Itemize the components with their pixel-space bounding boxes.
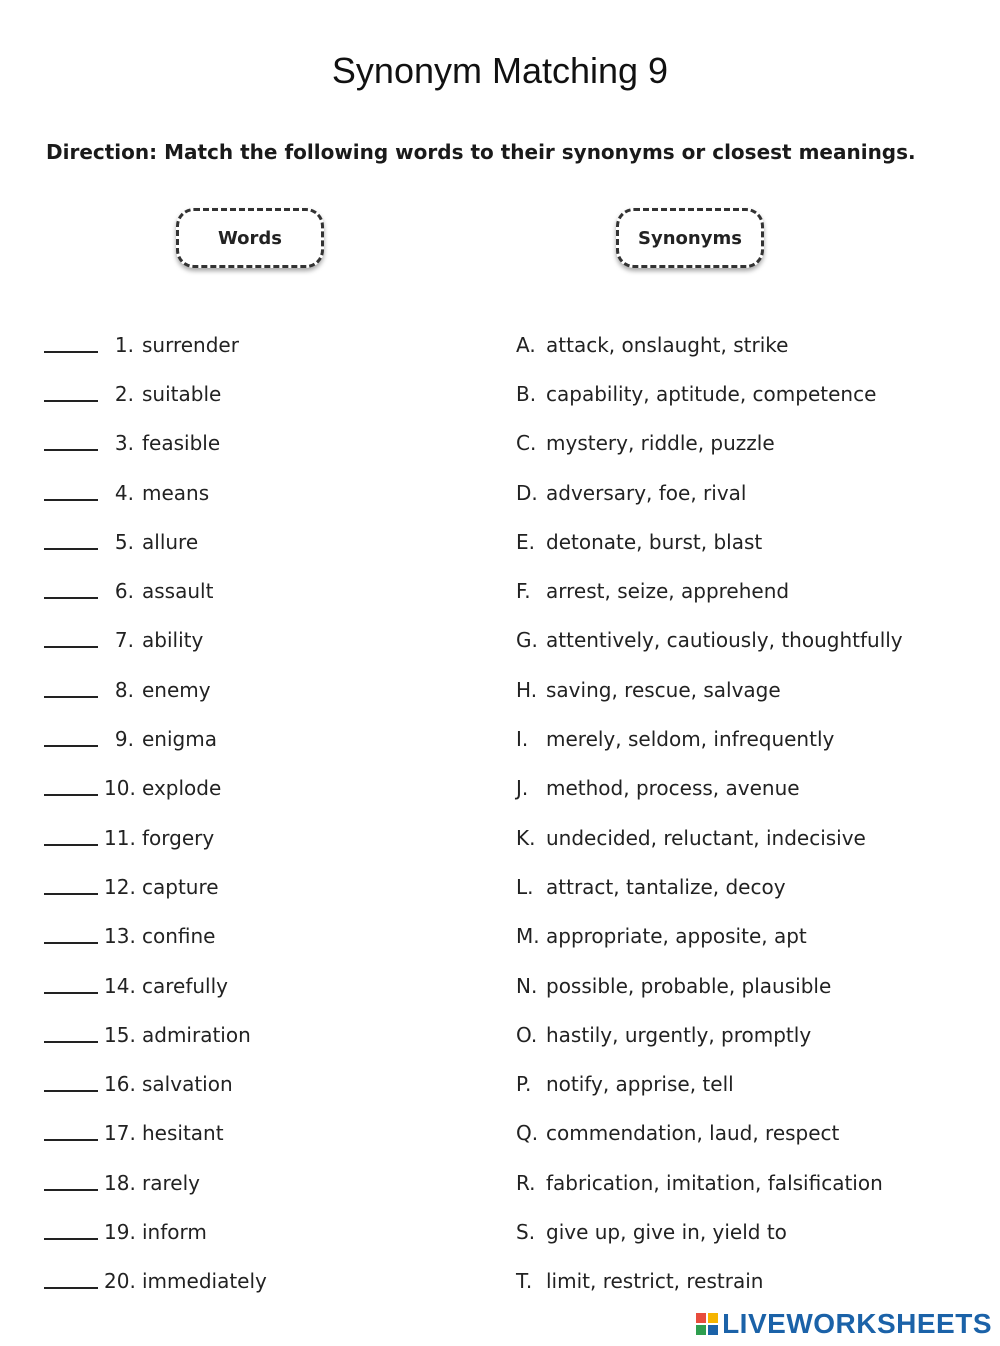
word-row [44,1059,484,1108]
word-number: 19. [104,1219,136,1244]
synonym-row [516,912,976,961]
synonym-text: method, process, avenue [546,776,800,801]
word-number: 9. [114,727,134,752]
synonym-letter: C. [516,431,537,456]
word-text: carefully [142,973,229,998]
synonym-row [516,1257,976,1306]
word-number: 8. [114,677,134,702]
synonym-row [516,1109,976,1158]
answer-blank[interactable] [44,879,98,895]
answer-blank[interactable] [44,1175,98,1191]
word-text: ability [142,628,204,653]
brand-text: LIVEWORKSHEETS [722,1308,992,1339]
synonym-text: notify, apprise, tell [546,1072,734,1097]
words-header: Words [176,208,324,268]
word-row [44,419,484,468]
synonym-text: possible, probable, plausible [546,973,832,998]
synonyms-list [516,320,976,1306]
answer-blank[interactable] [44,682,98,698]
word-row [44,566,484,615]
word-row [44,369,484,418]
word-number: 13. [104,924,136,949]
synonym-text: commendation, laud, respect [546,1121,840,1146]
word-text: means [142,480,210,505]
words-list [44,320,484,1306]
word-text: feasible [142,431,221,456]
synonym-row [516,419,976,468]
answer-blank[interactable] [44,1027,98,1043]
synonym-text: adversary, foe, rival [546,480,747,505]
word-text: inform [142,1219,207,1244]
synonym-letter: P. [516,1072,532,1097]
synonym-letter: R. [516,1170,536,1195]
word-number: 18. [104,1170,136,1195]
word-number: 4. [114,480,134,505]
synonym-letter: O. [516,1022,538,1047]
answer-blank[interactable] [44,731,98,747]
synonym-letter: T. [516,1269,533,1294]
answer-blank[interactable] [44,632,98,648]
synonym-row [516,1059,976,1108]
answer-blank[interactable] [44,978,98,994]
synonym-row [516,1158,976,1207]
word-text: salvation [142,1072,233,1097]
synonym-text: capability, aptitude, competence [546,381,877,406]
word-row [44,616,484,665]
word-text: suitable [142,381,222,406]
word-text: rarely [142,1170,200,1195]
answer-blank[interactable] [44,1125,98,1141]
synonym-letter: D. [516,480,538,505]
synonym-letter: M. [516,924,540,949]
synonym-text: attract, tantalize, decoy [546,874,786,899]
word-number: 16. [104,1072,136,1097]
word-row [44,764,484,813]
synonym-letter: E. [516,529,535,554]
synonym-letter: A. [516,332,536,357]
synonym-letter: F. [516,579,531,604]
word-text: confine [142,924,216,949]
synonym-text: arrest, seize, apprehend [546,579,790,604]
logo-square [708,1313,718,1323]
word-row [44,961,484,1010]
word-text: explode [142,776,222,801]
synonym-row [516,517,976,566]
word-row [44,665,484,714]
synonym-row [516,813,976,862]
synonym-text: hastily, urgently, promptly [546,1022,812,1047]
word-row [44,813,484,862]
word-row [44,1207,484,1256]
word-number: 2. [114,381,134,406]
word-text: immediately [142,1269,267,1294]
word-text: admiration [142,1022,251,1047]
word-row [44,517,484,566]
synonym-text: fabrication, imitation, falsification [546,1170,883,1195]
synonym-text: attentively, cautiously, thoughtfully [546,628,903,653]
synonym-text: detonate, burst, blast [546,529,763,554]
word-number: 14. [104,973,136,998]
word-row [44,1257,484,1306]
word-text: assault [142,579,214,604]
logo-square [696,1313,706,1323]
word-text: allure [142,529,199,554]
answer-blank[interactable] [44,928,98,944]
logo-grid-icon [696,1313,718,1335]
word-number: 1. [114,332,134,357]
word-row [44,862,484,911]
answer-blank[interactable] [44,337,98,353]
word-text: surrender [142,332,239,357]
synonym-text: mystery, riddle, puzzle [546,431,775,456]
synonym-letter: I. [516,727,529,752]
synonym-row [516,714,976,763]
answer-blank[interactable] [44,1273,98,1289]
synonym-row [516,1207,976,1256]
synonym-row [516,468,976,517]
word-number: 11. [104,825,136,850]
synonym-letter: G. [516,628,538,653]
word-row [44,912,484,961]
word-text: capture [142,874,219,899]
answer-blank[interactable] [44,534,98,550]
answer-blank[interactable] [44,583,98,599]
word-number: 15. [104,1022,136,1047]
answer-blank[interactable] [44,830,98,846]
word-number: 6. [114,579,134,604]
synonym-text: undecided, reluctant, indecisive [546,825,866,850]
synonym-text: give up, give in, yield to [546,1219,787,1244]
word-text: enemy [142,677,211,702]
synonym-text: limit, restrict, restrain [546,1269,764,1294]
synonym-row [516,1010,976,1059]
synonym-letter: K. [516,825,536,850]
synonym-row [516,616,976,665]
word-row [44,1010,484,1059]
word-row [44,714,484,763]
word-number: 7. [114,628,134,653]
direction-text: Direction: Match the following words to their synonyms or closest meanings. [46,140,916,164]
synonym-row [516,961,976,1010]
liveworksheets-logo [696,1308,992,1340]
word-text: hesitant [142,1121,224,1146]
synonym-text: attack, onslaught, strike [546,332,789,357]
word-number: 5. [114,529,134,554]
word-number: 20. [104,1269,136,1294]
synonym-row [516,320,976,369]
logo-square [708,1325,718,1335]
word-row [44,1109,484,1158]
word-text: forgery [142,825,215,850]
word-row [44,468,484,517]
synonym-row [516,764,976,813]
synonym-letter: J. [516,776,529,801]
synonym-letter: S. [516,1219,536,1244]
synonym-text: appropriate, apposite, apt [546,924,807,949]
word-row [44,320,484,369]
word-row [44,1158,484,1207]
synonym-row [516,566,976,615]
answer-blank[interactable] [44,485,98,501]
answer-blank[interactable] [44,386,98,402]
synonym-letter: Q. [516,1121,539,1146]
synonym-text: saving, rescue, salvage [546,677,781,702]
synonym-letter: N. [516,973,538,998]
word-number: 12. [104,874,136,899]
synonym-letter: L. [516,874,534,899]
synonym-row [516,862,976,911]
synonym-letter: B. [516,381,537,406]
synonym-text: merely, seldom, infrequently [546,727,835,752]
word-number: 3. [114,431,134,456]
synonym-row [516,369,976,418]
logo-square [696,1325,706,1335]
answer-blank[interactable] [44,1224,98,1240]
answer-blank[interactable] [44,1076,98,1092]
word-number: 17. [104,1121,136,1146]
synonym-letter: H. [516,677,538,702]
answer-blank[interactable] [44,435,98,451]
synonyms-header: Synonyms [616,208,764,268]
synonym-row [516,665,976,714]
page-title: Synonym Matching 9 [331,50,669,91]
answer-blank[interactable] [44,780,98,796]
word-number: 10. [104,776,136,801]
word-text: enigma [142,727,217,752]
